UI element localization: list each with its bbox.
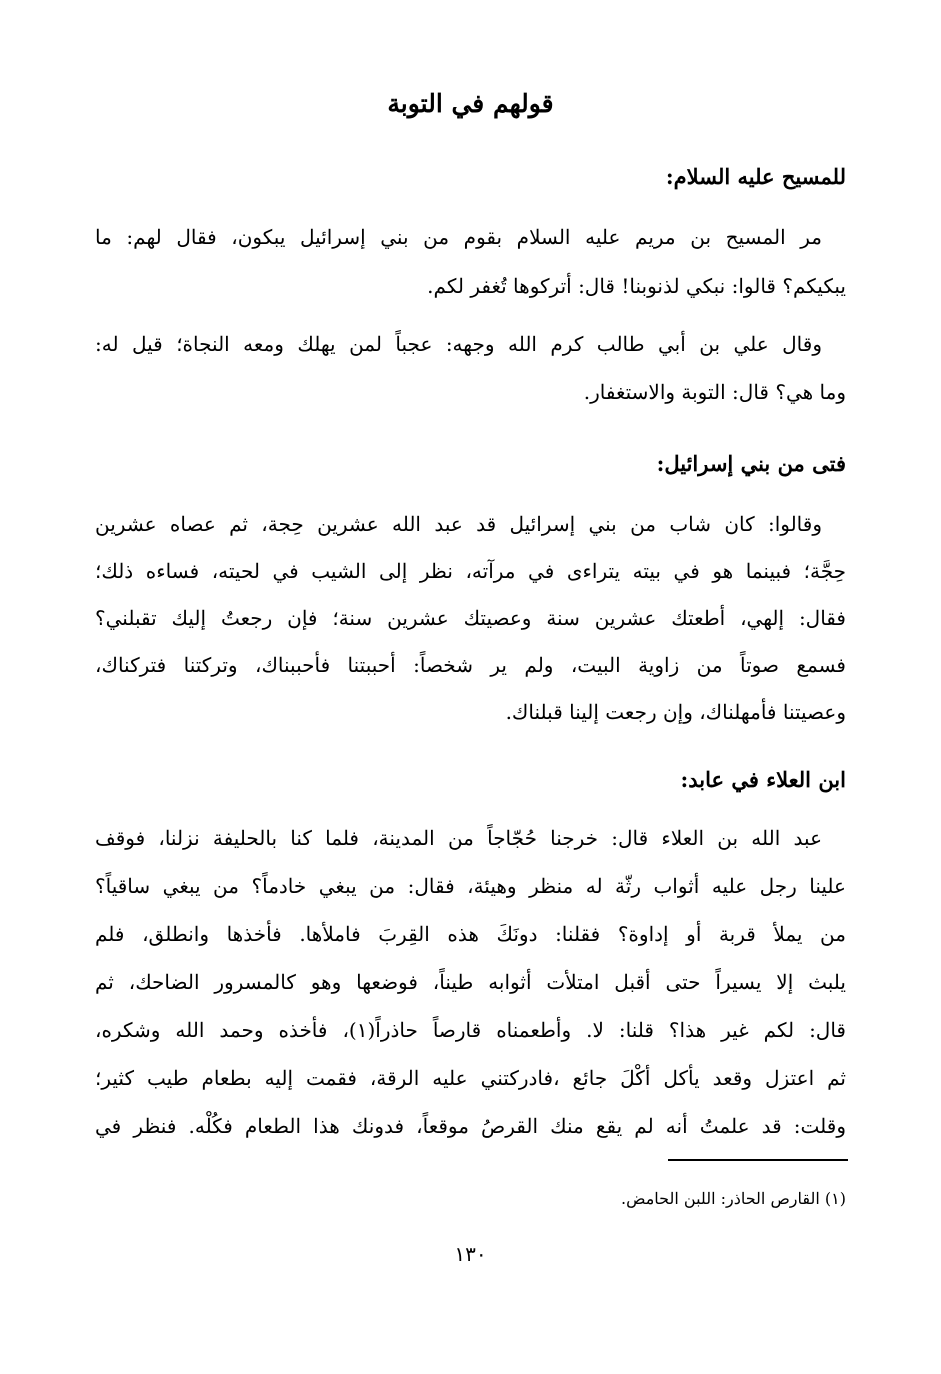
text-line: عبد الله بن العلاء قال: خرجنا حُجّاجاً من المدينة، فلما كنا بالحليفة نزلنا، فوقف [95,826,822,850]
chapter-title: قولهم في التوبة [387,89,554,118]
text-line: علينا رجل عليه أثواب رثّة له منظر وهيئة، فقال: من يبغي خادماً؟ من يبغي ساقياً؟ [95,874,846,898]
page-number: ١٣٠ [454,1242,487,1266]
text-line: فسمع صوتاً من زاوية البيت، ولم ير شخصاً: أحببتنا فأحببناك، وتركتنا فتركناك، [95,653,846,677]
text-line: ثم اعتزل وقعد يأكل أكْلَ جائع ،فادركتني عليه الرقة، فقمت إليه بطعام طيب كثير؛ [95,1066,846,1090]
text-line: من يملأ قربة أو إداوة؟ فقلنا: دونَكَ هذه القِربَ فاملأها. فأخذها وانطلق، فلم [95,922,846,946]
text-line: قال: لكم غير هذا؟ قلنا: لا. وأطعمناه قارصاً حاذراً(١)، فأخذه وحمد الله وشكره، [95,1018,846,1042]
section-heading-messiah: للمسيح عليه السلام: [665,164,846,189]
section-heading-young-man: فتى من بني إسرائيل: [656,451,846,476]
text-line: يبكيكم؟ قالوا: نبكي لذنوبنا! قال: أتركوها تُغفر لكم. [427,274,846,298]
text-line: وقالوا: كان شاب من بني إسرائيل قد عبد الله عشرين حِجة، ثم عصاه عشرين [95,512,822,536]
section-heading-ibn-alalaa: ابن العلاء في عابد: [680,767,846,792]
footnote-divider [668,1159,848,1161]
text-line: وما هي؟ قال: التوبة والاستغفار. [583,380,846,404]
text-line: حِجَّة؛ فبينما هو في بيته يتراءى في مرآته، نظر إلى الشيب في لحيته، فساءه ذلك؛ [95,559,846,583]
text-line: يلبث إلا يسيراً حتى أقبل امتلأت أثوابه طيناً، فوضعها وهو كالمسرور الضاحك، ثم [95,970,846,994]
text-line: وعصيتنا فأمهلناك، وإن رجعت إلينا قبلناك. [505,700,846,724]
text-line: وقلت: قد علمتُ أنه لم يقع منك القرصُ موقعاً، فدونك هذا الطعام فكُلْه. فنظر في [95,1114,846,1138]
footnote: (١) القارص الحاذر: اللبن الحامض. [621,1189,846,1208]
text-line: مر المسيح بن مريم عليه السلام بقوم من بني إسرائيل يبكون، فقال لهم: ما [95,225,822,249]
text-line: وقال علي بن أبي طالب كرم الله وجهه: عجباً لمن يهلك ومعه النجاة؛ قيل له: [95,332,822,356]
text-line: فقال: إلهي، أطعتك عشرين سنة وعصيتك عشرين سنة؛ فإن رجعتُ إليك تقبلني؟ [95,606,846,630]
